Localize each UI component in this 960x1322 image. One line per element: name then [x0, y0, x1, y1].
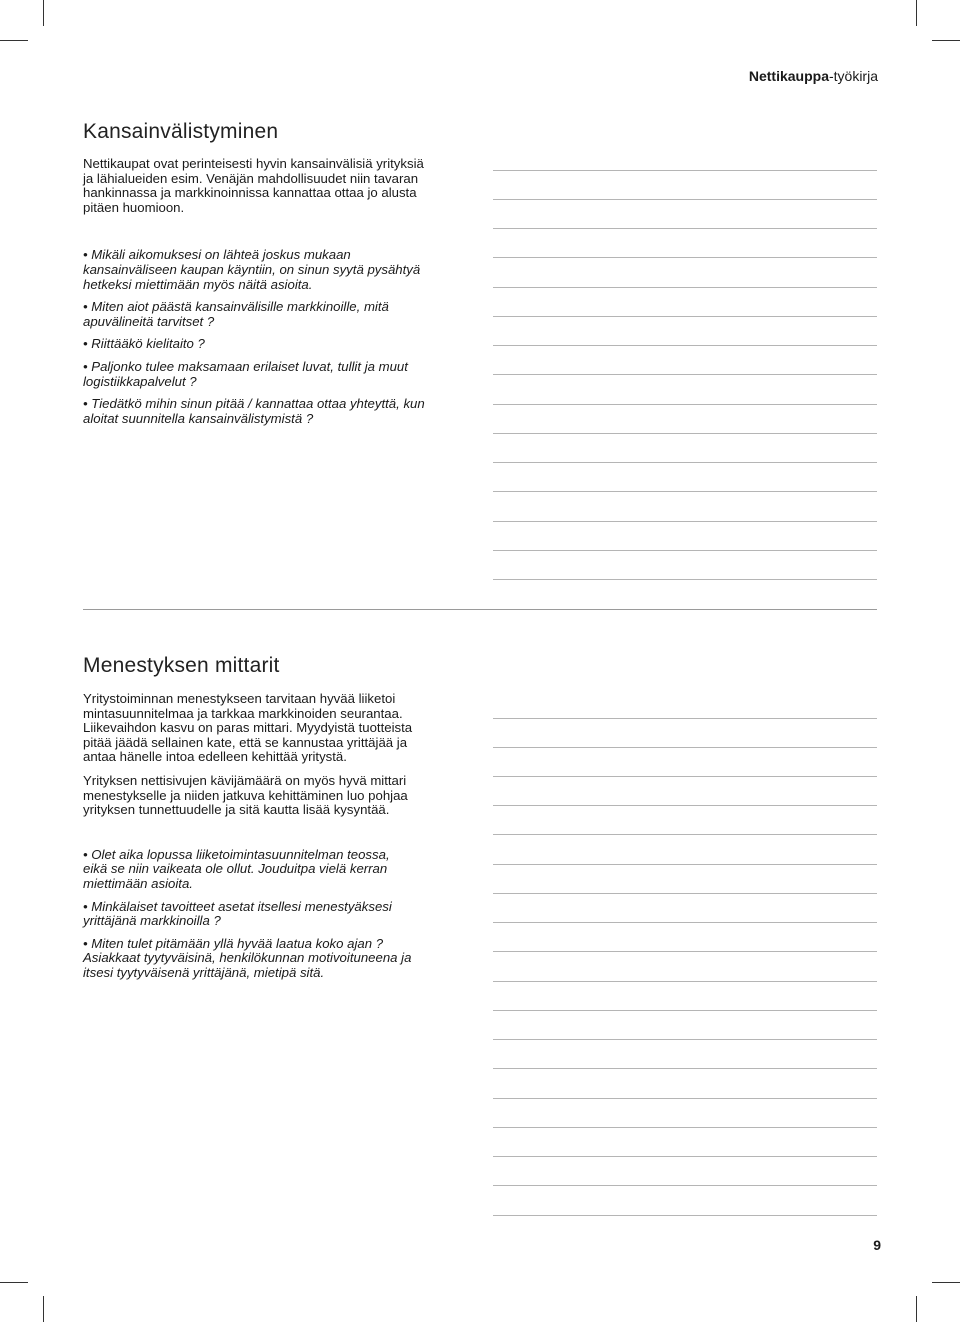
note-line [493, 1127, 877, 1128]
text-line: pitää jäädä sellainen kate, että se kannustaa yrittäjää ja [83, 734, 408, 750]
text-line: • Mikäli aikomuksesi on lähteä joskus mukaan [83, 247, 351, 263]
note-line [493, 228, 877, 229]
text-line: eikä se niin vaikeata ole ollut. Jouduitpa vielä kerran [83, 861, 388, 877]
section-kansainvalistyminen [83, 120, 483, 426]
note-line [493, 1156, 877, 1157]
note-line [493, 834, 877, 835]
note-line [493, 199, 877, 200]
note-line [493, 491, 877, 492]
text-line: apuvälineitä tarvitset ? [83, 313, 215, 329]
note-line [493, 374, 877, 375]
note-line [493, 345, 877, 346]
text-line: • Tiedätkö mihin sinun pitää / kannattaa ottaa yhteyttä, kun [83, 396, 425, 412]
note-line [493, 316, 877, 317]
text-line: • Miten tulet pitämään yllä hyvää laatua koko ajan ? [83, 935, 384, 951]
note-line [493, 1215, 877, 1216]
text-line: miettimään asioita. [83, 875, 193, 891]
list-item [83, 937, 483, 981]
text-line: itsesi tyytyväisenä yrittäjänä, mietipä sitä. [83, 964, 325, 980]
note-line [493, 433, 877, 434]
body-paragraph [83, 774, 483, 818]
note-line [493, 951, 877, 952]
text-line: • Minkälaiset tavoitteet asetat itsellesi menestyäksesi [83, 898, 392, 914]
text-line: Yritystoiminnan menestykseen tarvitaan hyvää liiketoi [83, 691, 396, 706]
section-title: Kansainvälistyminen [83, 120, 279, 143]
text-line: Yrityksen nettisivujen kävijämäärä on myös hyvä mittari [83, 772, 407, 788]
note-line [493, 170, 877, 171]
note-line [493, 1068, 877, 1069]
section-divider [83, 609, 877, 610]
note-line [493, 1039, 877, 1040]
list-item [83, 248, 483, 292]
note-line [493, 718, 877, 719]
header-brand: Nettikauppa [748, 68, 829, 84]
note-line [493, 1185, 877, 1186]
crop-mark [916, 1296, 917, 1322]
text-line: hankinnassa ja markkinoinnissa kannattaa ottaa jo alusta [83, 185, 417, 201]
text-line: yrittäjänä markkinoilla ? [83, 913, 221, 929]
text-line: Nettikaupat ovat perinteisesti hyvin kansainvälisiä yrityksiä [83, 156, 424, 171]
text-line: mintasuunnitelmaa ja tarkkaa markkinoiden seurantaa. [83, 705, 403, 721]
list-item [83, 337, 483, 352]
note-line [493, 893, 877, 894]
list-item [83, 360, 483, 389]
crop-mark [0, 40, 28, 41]
text-line: antaa hänelle intoa edelleen kehittää yritystä. [83, 749, 347, 765]
note-line [493, 776, 877, 777]
text-line: Asiakkaat tyytyväisinä, henkilökunnan motivoituneena ja [83, 950, 412, 966]
text-line: • Olet aika lopussa liiketoimintasuunnitelman teossa, [83, 846, 390, 862]
note-line [493, 1010, 877, 1011]
text-line: • Riittääkö kielitaito ? [83, 336, 205, 352]
crop-mark [916, 0, 917, 26]
note-line [493, 521, 877, 522]
note-line [493, 404, 877, 405]
crop-mark [0, 1282, 28, 1283]
list-item [83, 397, 483, 426]
note-line [493, 805, 877, 806]
list-item [83, 300, 483, 329]
crop-mark [43, 0, 44, 26]
text-line: logistiikkapalvelut ? [83, 373, 197, 389]
note-line [493, 981, 877, 982]
note-line [493, 922, 877, 923]
note-line [493, 550, 877, 551]
note-line [493, 864, 877, 865]
text-line: ja lähialueiden esim. Venäjän mahdollisuudet niin tavaran [83, 170, 419, 186]
question-list [83, 248, 483, 426]
question-list [83, 848, 483, 981]
running-header [749, 68, 878, 84]
section-title: Menestyksen mittarit [83, 654, 280, 677]
list-item [83, 900, 483, 929]
text-line: Liikevaihdon kasvu on paras mittari. Myydyistä tuotteista [83, 720, 413, 736]
text-line: pitäen huomioon. [83, 199, 185, 215]
note-line [493, 579, 877, 580]
crop-mark [932, 1282, 960, 1283]
crop-mark [932, 40, 960, 41]
text-line: • Paljonko tulee maksamaan erilaiset luvat, tullit ja muut [83, 358, 408, 374]
section-menestyksen-mittarit [83, 654, 483, 981]
text-line: hetkeksi miettimään myös näitä asioita. [83, 276, 313, 292]
text-line: • Miten aiot päästä kansainvälisille markkinoille, mitä [83, 299, 389, 315]
note-line [493, 747, 877, 748]
text-line: aloitat suunnitella kansainvälistymistä ? [83, 410, 314, 426]
intro-paragraph [83, 157, 483, 215]
note-line [493, 1098, 877, 1099]
list-item [83, 848, 483, 892]
text-line: kansainväliseen kaupan käyntiin, on sinun syytä pysähtyä [83, 261, 421, 277]
crop-mark [43, 1296, 44, 1322]
text-line: menestykselle ja niiden jatkuva kehittäminen luo pohjaa [83, 787, 408, 803]
note-line [493, 287, 877, 288]
header-suffix: -työkirja [828, 68, 878, 84]
page-number: 9 [873, 1237, 881, 1253]
note-line [493, 462, 877, 463]
body-paragraph [83, 692, 483, 765]
text-line: yrityksen tunnettuudelle ja sitä kautta lisää kysyntää. [83, 802, 390, 818]
note-line [493, 257, 877, 258]
